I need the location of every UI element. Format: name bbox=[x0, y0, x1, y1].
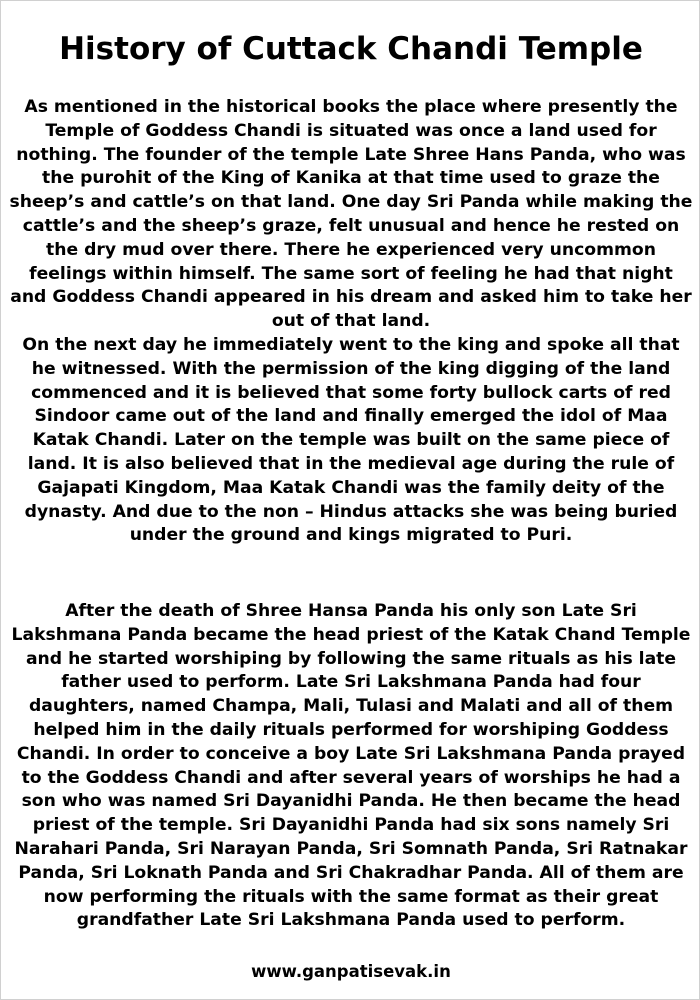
paragraph-founding: As mentioned in the historical books the place where presently the Temple of Goddess Chandi is situated was once a land used for nothing. The founder of the temple Late Shree Hans Panda, who was the purohit of the King of Kanika at that time used to graze the sheep’s and cattle’s on that land. One day Sri Panda while making the cattle’s and the sheep’s graze, felt unusual and hence he rested on the dry mud over there. There he experienced very uncommon feelings within himself. The same sort of feeling he had that night and Goddess Chandi appeared in his dream and asked him to take her out of that land. bbox=[9, 97, 693, 332]
paragraph-priest-lineage: After the death of Shree Hansa Panda his only son Late Sri Lakshmana Panda became the head priest of the Katak Chand Temple and he started worshiping by following the same rituals as his late father used to perform. Late Sri Lakshmana Panda had four daughters, named Champa, Mali, Tulasi and Malati and all of them helped him in the daily rituals performed for worshiping Goddess Chandi. In order to conceive a boy Late Sri Lakshmana Panda prayed to the Goddess Chandi and after several years of worships he had a son who was named Sri Dayanidhi Panda. He then became the head priest of the temple. Sri Dayanidhi Panda had six sons namely Sri Narahari Panda, Sri Narayan Panda, Sri Somnath Panda, Sri Ratnakar Panda, Sri Loknath Panda and Sri Chakradhar Panda. All of them are now performing the rituals with the same format as their great grandfather Late Sri Lakshmana Panda used to perform. bbox=[11, 601, 691, 931]
paragraph-excavation: On the next day he immediately went to the king and spoke all that he witnessed. With the permission of the king digging of the land commenced and it is believed that some forty bullock carts of red Sindoor came out of the land and finally emerged the idol of Maa Katak Chandi. Later on the temple was built on the same piece of land. It is also believed that in the medieval age during the rule of Gajapati Kingdom, Maa Katak Chandi was the family deity of the dynasty. And due to the non – Hindus attacks she was being buried under the ground and kings migrated to Puri. bbox=[22, 335, 680, 546]
footer-website-link[interactable]: www.ganpatisevak.in bbox=[251, 962, 451, 981]
page-title: History of Cuttack Chandi Temple bbox=[59, 31, 643, 67]
